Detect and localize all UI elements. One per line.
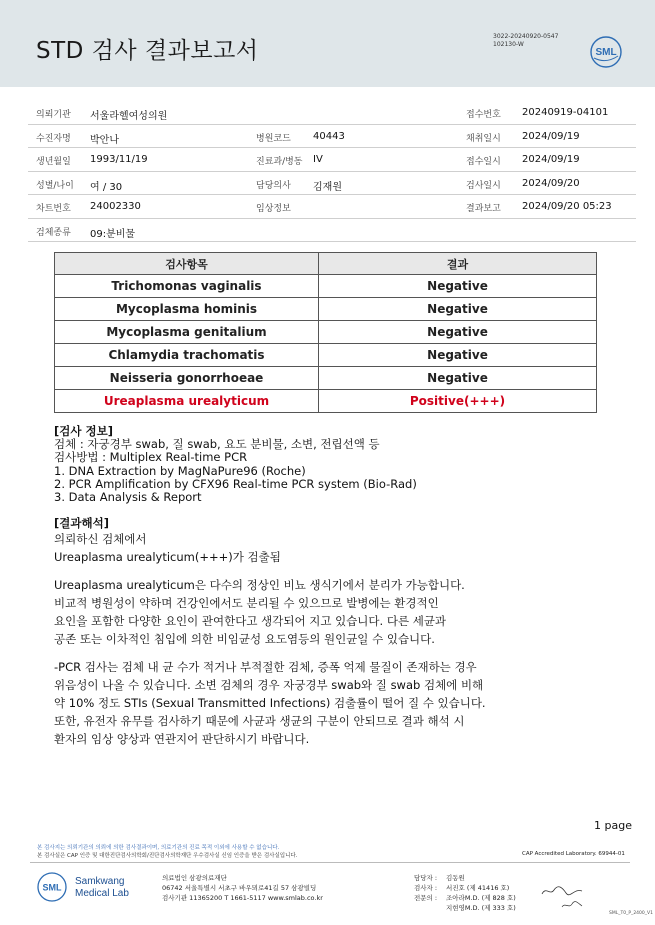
col-result-header: 결과 — [319, 253, 597, 275]
signature-icon — [540, 884, 584, 898]
test-result-positive: Positive(+++) — [319, 390, 597, 413]
receipt-no-value: 20240919-04101 — [522, 107, 609, 118]
report-title: STD 검사 결과보고서 — [36, 38, 259, 64]
table-row — [55, 367, 597, 390]
info-row — [28, 101, 636, 125]
info-row — [28, 148, 636, 172]
ward-code-value: 40443 — [313, 130, 345, 142]
interpretation-paragraph: Ureaplasma urealyticum은 다수의 정상인 비뇨 생식기에서 분리가 가능합니다. 비교적 병원성이 약하며 건강인에서도 분리될 수 있으므로 발병에는 환경적인 요인을 포함한 다양한 요인이 관여한다고 생각되어 지고 있습니다. 다른 세균과 공존 또는 이차적인 침입에 의한 비임균성 요도염등의 원인균일 수 있습니다. — [54, 578, 465, 646]
table-row — [55, 321, 597, 344]
svg-text:SML: SML — [42, 882, 62, 893]
table-row — [55, 344, 597, 367]
results-header-row — [55, 253, 597, 275]
dob-label: 생년월일 — [36, 157, 71, 167]
chart-value: 24002330 — [90, 201, 141, 212]
cap-accreditation: CAP Accredited Laboratory. 69944-01 — [522, 851, 625, 857]
test-result: Negative — [319, 367, 597, 390]
table-row — [55, 275, 597, 298]
test-info-line: 2. PCR Amplification by CFX96 Real-time PCR system (Bio-Rad) — [54, 476, 417, 491]
collected-label: 채취일시 — [466, 133, 501, 144]
clinical-label: 임상정보 — [256, 204, 291, 214]
interpretation-intro: Ureaplasma urealyticum(+++)가 검출됨 — [54, 550, 281, 564]
dept-label: 진료과/병동 — [256, 157, 303, 167]
patient-info-table — [28, 101, 636, 242]
footer-brand: Samkwang Medical Lab — [75, 876, 129, 899]
test-info-line: 3. Data Analysis & Report — [54, 490, 202, 505]
test-info-section — [54, 425, 417, 504]
test-result: Negative — [319, 298, 597, 321]
chart-label: 차트번호 — [36, 204, 71, 214]
specimen-value: 09:분비물 — [90, 228, 136, 240]
col-item-header: 검사항목 — [55, 253, 319, 275]
footer-note: 본 검사실은 CAP 인증 및 대한진단검사의학회/진단검사의학재단 우수검사실 신임 인증을 받은 검사실입니다. — [37, 853, 298, 859]
collected-value: 2024/09/19 — [522, 130, 580, 142]
footer-divider — [30, 862, 630, 863]
received-value: 2024/09/19 — [522, 154, 580, 165]
signature-icon — [560, 900, 584, 910]
sml-logo-icon — [590, 36, 622, 68]
ward-code-label: 병원코드 — [256, 133, 291, 144]
report-header — [0, 0, 655, 87]
specimen-label: 검체종류 — [36, 227, 71, 238]
tested-value: 2024/09/20 — [522, 177, 580, 189]
staff-row: 담당자 : 김동원 — [414, 874, 465, 882]
doctor-value: 김재원 — [313, 181, 342, 193]
info-row — [28, 172, 636, 196]
test-item: Trichomonas vaginalis — [55, 275, 319, 298]
test-info-line: 검사방법 : Multiplex Real-time PCR — [54, 450, 248, 465]
test-info-line: 1. DNA Extraction by MagNaPure96 (Roche) — [54, 463, 306, 478]
institution-label: 의뢰기관 — [36, 110, 71, 120]
interpretation-heading: [결과해석] — [54, 516, 109, 530]
test-result: Negative — [319, 344, 597, 367]
results-table — [54, 252, 597, 413]
test-item: Mycoplasma genitalium — [55, 321, 319, 344]
document-number: 3022-20240920-0547 102130-W — [493, 33, 559, 48]
footer-note: 본 검사지는 의뢰기관의 의뢰에 의한 검사결과이며, 의료기관의 진료 목적 이외에 사용할 수 없습니다. — [37, 845, 280, 851]
form-number: SML_T0_P_2400_V1 — [609, 911, 653, 916]
received-label: 접수일시 — [466, 157, 501, 167]
patient-label: 수진자명 — [36, 133, 71, 144]
reported-label: 결과보고 — [466, 204, 501, 214]
table-row-positive — [55, 390, 597, 413]
test-result: Negative — [319, 275, 597, 298]
sml-footer-logo-icon — [37, 872, 67, 902]
sex-age-value: 여 / 30 — [90, 181, 123, 193]
sex-age-label: 성별/나이 — [36, 180, 74, 191]
patient-value: 박안나 — [90, 134, 119, 146]
footer-organization: 의료법인 삼광의료재단 06742 서울특별시 서초구 바우뫼로41길 57 삼광빌딩 검사기관 11365200 T 1661-5117 www.smlab.co.kr — [162, 874, 323, 902]
info-row — [28, 195, 636, 219]
test-info-heading: [검사 정보] — [54, 424, 113, 438]
interpretation-section — [54, 516, 614, 748]
test-item: Ureaplasma urealyticum — [55, 390, 319, 413]
interpretation-intro: 의뢰하신 검체에서 — [54, 532, 147, 546]
test-item: Neisseria gonorrhoeae — [55, 367, 319, 390]
dept-value: IV — [313, 154, 323, 165]
svg-text:SML: SML — [595, 47, 617, 58]
test-info-line: 검체 : 자궁경부 swab, 질 swab, 요도 분비물, 소변, 전립선액 등 — [54, 437, 380, 452]
tested-label: 검사일시 — [466, 180, 501, 191]
interpretation-paragraph: -PCR 검사는 검체 내 균 수가 적거나 부적절한 검체, 증폭 억제 물질이 존재하는 경우 위음성이 나올 수 있습니다. 소변 검체의 경우 자궁경부 swab와 질 swab 검체에 비해 약 10% 정도 STIs (Sexual Transmitted Infections) 검출률이 떨어 질 수 있습니다. 또한, 유전자 유무를 검사하기 때문에 사균과 생균의 구분이 안되므로 결과 해석 시 환자의 임상 양상과 연관지어 판단하시기 바랍니다. — [54, 660, 486, 746]
table-row — [55, 298, 597, 321]
info-row — [28, 125, 636, 149]
info-row — [28, 219, 636, 243]
test-item: Chlamydia trachomatis — [55, 344, 319, 367]
reported-value: 2024/09/20 05:23 — [522, 201, 612, 212]
receipt-no-label: 접수번호 — [466, 110, 501, 120]
staff-row: 검사자 : 서진호 (제 41416 호) — [414, 884, 510, 892]
institution-value: 서울라헬여성의원 — [90, 111, 168, 122]
page-number: 1 page — [594, 819, 632, 832]
dob-value: 1993/11/19 — [90, 154, 148, 165]
staff-row: 전문의 : 조아라M.D. (제 828 호) — [414, 894, 516, 902]
staff-row: 지현영M.D. (제 333 호) — [446, 904, 516, 912]
footer-staff — [414, 873, 516, 913]
test-result: Negative — [319, 321, 597, 344]
test-item: Mycoplasma hominis — [55, 298, 319, 321]
doctor-label: 담당의사 — [256, 180, 291, 191]
